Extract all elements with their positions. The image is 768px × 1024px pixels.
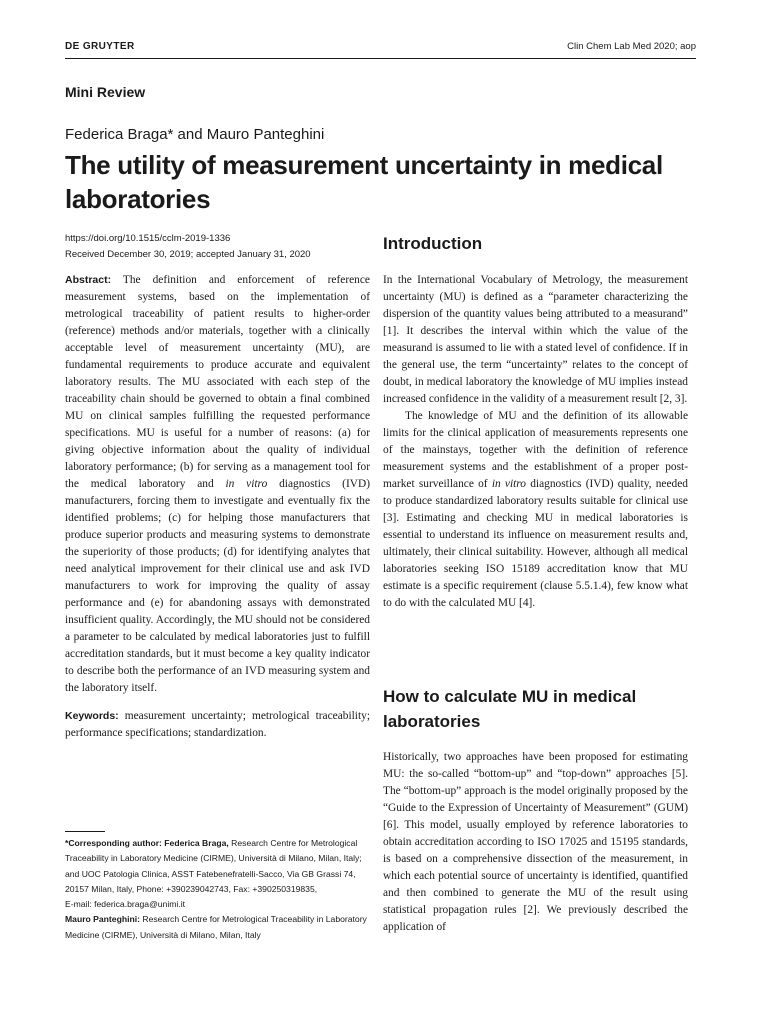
corresponding-author-label: *Corresponding author: Federica Braga, [65,838,229,848]
intro-p2-text-a: The knowledge of MU and the definition of its allowable limits for the clinical application of measurements represents one of the mainstays, together with the definition of reference measurement systems and the establishment of a proper post-market surveillance of [383,410,688,490]
header-divider [65,58,696,59]
abstract-italic: in vitro [225,478,268,490]
second-author-affiliation: Research Centre for Metrological Traceability in Laboratory Medicine (CIRME), Università di Milano, Milan, Italy [65,914,367,940]
second-author-label: Mauro Panteghini: [65,914,140,925]
abstract-column [65,272,370,742]
section-body-calculate-mu [383,749,688,936]
introduction-body [383,272,688,612]
corresponding-author-affiliation: Research Centre for Metrological Traceability in Laboratory Medicine (CIRME), Università di Milano, Milan, Italy; and UOC Patologia Clinica, ASST Fatebenefratelli-Sacco, Via GB Grassi 74, 20157 Milan, Italy, Phone: +390239042743, Fax: +390250319835, [65,838,362,894]
section-heading-calculate-mu: How to calculate MU in medical laboratories [383,687,637,731]
introduction-heading: Introduction [383,234,483,253]
keywords-label: Keywords: [65,710,119,722]
abstract-text-2: diagnostics (IVD) manufacturers, forcing them to investigate and eventually fix the identified problems; (c) for helping those manufacturers that produce superior products and measuring systems to demonstrate the superiority of those products; (d) for identifying analytes that need analytical improvement for their clinical use and ask IVD manufacturers to work for improving the quality of assay performance and (e) for abandoning assays with demonstrated insufficient quality. Accordingly, the MU should not be considered a parameter to be calculated by medical laboratories just to fulfill accreditation standards, but it must become a key quality indicator to describe both the performance of an IVD measuring system and the laboratory itself. [65,478,370,694]
article-type: Mini Review [65,84,146,100]
author-footnote [65,836,375,943]
intro-paragraph-1: In the International Vocabulary of Metrology, the measurement uncertainty (MU) is defined as a “parameter characterizing the dispersion of the quantity values being attributed to a measurand” [1]. It describes the interval within which the value of the measurand is assumed to lie with a stated level of confidence. If in the general use, the term “uncertainty” relates to the concept of doubt, in medical laboratory the knowledge of MU implies instead increased confidence in the validity of a measurement result [2, 3]. [383,274,688,405]
author-email[interactable]: E-mail: federica.braga@unimi.it [65,899,186,910]
keywords [65,708,370,742]
author-list: Federica Braga* and Mauro Panteghini [65,126,325,143]
intro-p2-text-b: diagnostics (IVD) quality, needed to produce standardized laboratory results suitable for clinical use [3]. Estimating and checking MU in medical laboratories is essential to understand its influence on measurement results and, ultimately, their clinical suitability. However, although all medical laboratories seeking ISO 15189 accreditation know that MU estimate is a specific requirement (clause 5.5.1.4), few know what to do with the calculated MU [4]. [383,478,688,609]
intro-paragraph-2 [383,408,688,612]
keywords-text: measurement uncertainty; metrological traceability; performance specifications; standardization. [65,710,370,739]
section2-paragraph-1: Historically, two approaches have been proposed for estimating MU: the so-called “bottom-up” and “top-down” approaches [5]. The “bottom-up” approach is the model originally proposed by the “Guide to the Expression of Uncertainty of Measurement” (GUM) [6]. This model, usually employed by reference laboratories to obtain accreditation according to ISO 17025 and 15195 standards, is based on a comprehensive dissection of the measurement, in which each potential source of uncertainty is identified, quantified and then combined to generate the MU of the result using statistical propagation rules [2]. We previously described the application of [383,751,688,933]
received-dates: Received December 30, 2019; accepted January 31, 2020 [65,249,311,260]
article-title: The utility of measurement uncertainty in medical laboratories [65,150,663,214]
abstract-label: Abstract: [65,274,112,286]
intro-p2-italic: in vitro [491,478,527,490]
doi-link[interactable]: https://doi.org/10.1515/cclm-2019-1336 [65,233,231,244]
abstract [65,272,370,697]
footnote-divider [65,831,105,832]
abstract-text-1: The definition and enforcement of reference measurement systems, based on the implementation of metrological traceability of patient results to higher-order (reference) methods and/or materials, together with a clinically acceptable level of measurement uncertainty (MU), are fundamental requirements to produce accurate and equivalent laboratory results. The MU associated with each step of the traceability chain should be governed to obtain a final combined MU on clinical samples fulfilling the requested performance specifications. MU is useful for a number of reasons: (a) for giving objective information about the quality of individual laboratory performance; (b) for serving as a management tool for the medical laboratory and [65,274,370,490]
journal-citation: Clin Chem Lab Med 2020; aop [567,41,696,52]
publisher-name: DE GRUYTER [65,41,135,52]
